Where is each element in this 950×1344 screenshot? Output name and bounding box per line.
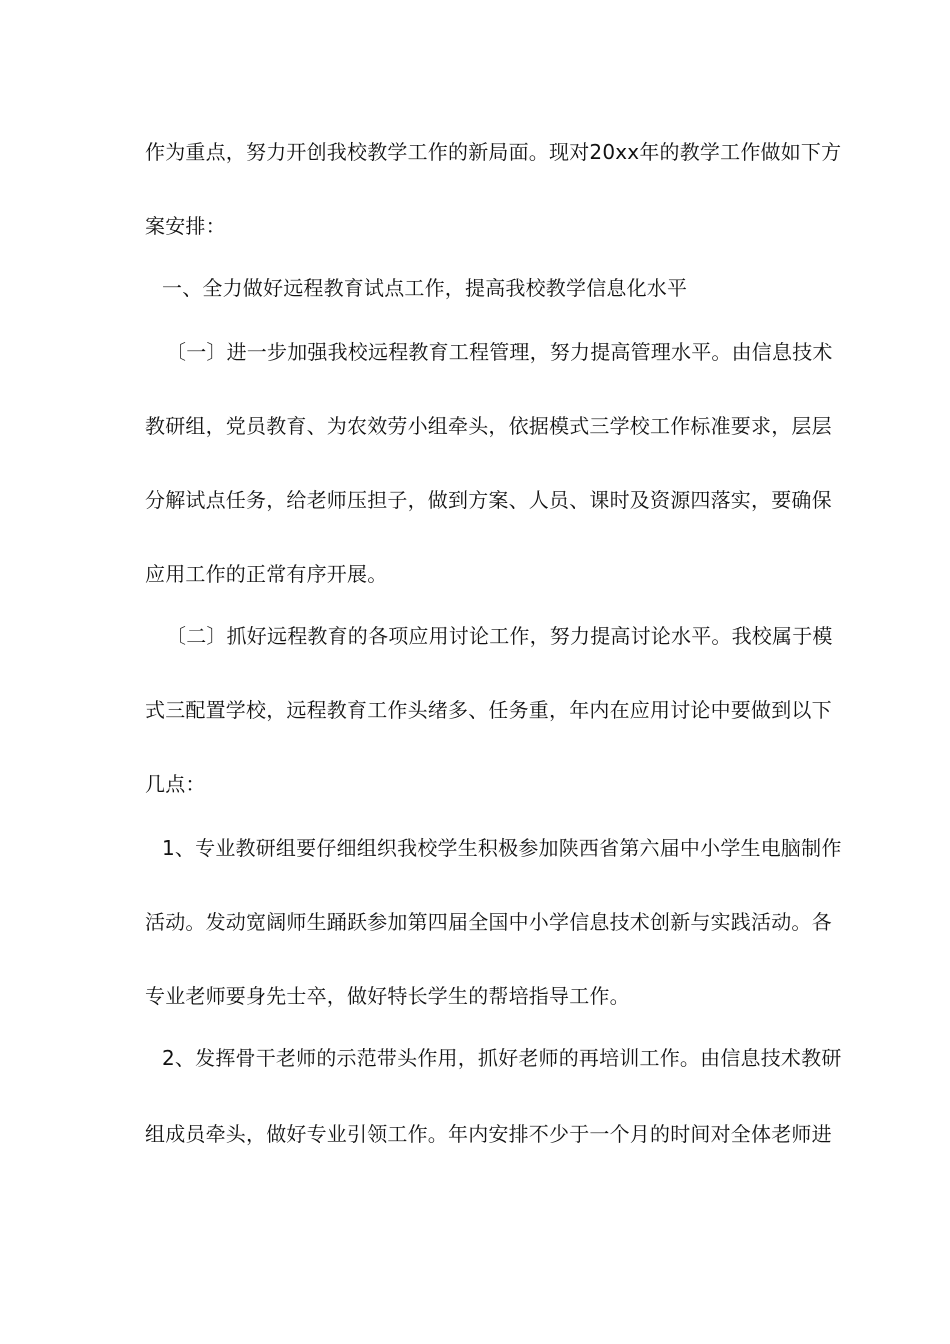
paragraph-line: 活动。发动宽阔师生踊跃参加第四届全国中小学信息技术创新与实践活动。各	[145, 910, 832, 934]
subsection-heading-line: 〔二〕抓好远程教育的各项应用讨论工作，努力提高讨论水平。我校属于模	[166, 624, 833, 648]
list-item-line: 1、专业教研组要仔细组织我校学生积极参加陕西省第六届中小学生电脑制作	[162, 836, 842, 860]
paragraph-line: 几点：	[145, 772, 206, 796]
list-item-line: 2、发挥骨干老师的示范带头作用，抓好老师的再培训工作。由信息技术教研	[162, 1046, 842, 1070]
paragraph-line: 作为重点，努力开创我校教学工作的新局面。现对20xx年的教学工作做如下方	[145, 140, 842, 164]
paragraph-line: 式三配置学校，远程教育工作头绪多、任务重，年内在应用讨论中要做到以下	[145, 698, 832, 722]
paragraph-line: 组成员牵头，做好专业引领工作。年内安排不少于一个月的时间对全体老师进	[145, 1122, 832, 1146]
subsection-heading-line: 〔一〕进一步加强我校远程教育工程管理，努力提高管理水平。由信息技术	[166, 340, 833, 364]
section-heading: 一、全力做好远程教育试点工作，提高我校教学信息化水平	[162, 276, 688, 300]
paragraph-line: 分解试点任务，给老师压担子，做到方案、人员、课时及资源四落实，要确保	[145, 488, 832, 512]
paragraph-line: 应用工作的正常有序开展。	[145, 562, 388, 586]
paragraph-line: 专业老师要身先士卒，做好特长学生的帮培指导工作。	[145, 984, 630, 1008]
paragraph-line: 教研组，党员教育、为农效劳小组牵头，依据模式三学校工作标准要求，层层	[145, 414, 832, 438]
paragraph-line: 案安排：	[145, 214, 226, 238]
